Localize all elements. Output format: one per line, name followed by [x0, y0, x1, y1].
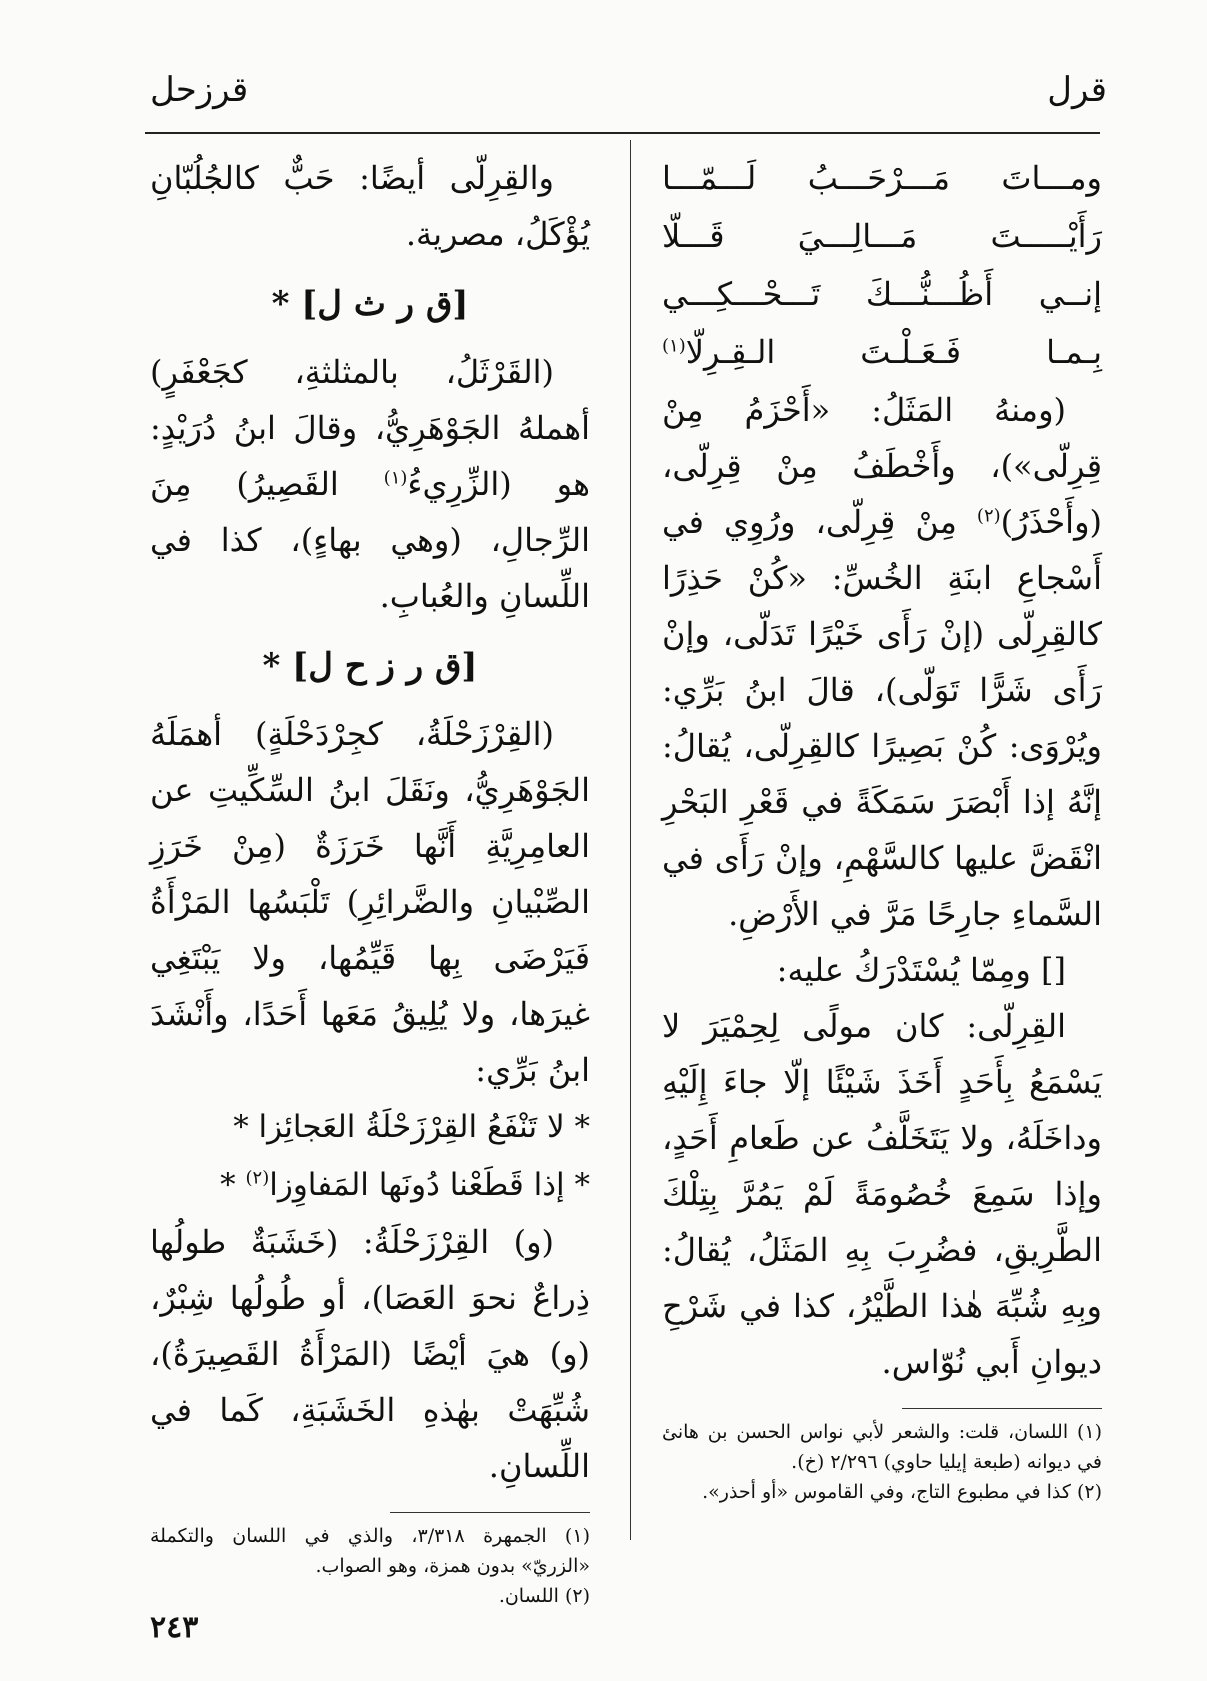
footnote: (١) الجمهرة ٣/٣١٨، والذي في اللسان والتكملة «الزريّ» بدون همزة، وهو الصواب. — [150, 1525, 590, 1577]
verse-segment: مَـــالِـــيَ — [797, 217, 918, 255]
poem-line: * لا تَنْفَعُ القِرْزَحْلَةُ العَجائِزا * — [233, 1109, 590, 1145]
section-heading: [ق ر ز ح ل] * — [262, 646, 478, 686]
body-paragraph: والقِرِلّى أيضًا: حَبٌّ كالجُلُبّانِ يُؤْكَلُ، مصرية. — [150, 159, 590, 253]
body-paragraph: [] ومِمّا يُسْتَدْرَكُ عليه: — [776, 951, 1066, 989]
verse-line — [662, 150, 1102, 208]
footnote-ref: (١) — [662, 335, 686, 357]
body-paragraph: (ومنهُ المَثَلُ: «أَحْزَمُ مِنْ قِرِلّى»)، وأَخْطَفُ مِنْ قِرِلّى، (وأَحْذَرُ)$^{(٢)}$ مِنْ قِرِلّى، ورُوِي في أَسْجاعِ ابنَةِ الخُسِّ: «كُنْ حَذِرًا كالقِرِلّى (إنْ رَأَى خَيْرًا تَدَلّى، وإنْ رَأَى شَرًّا تَوَلّى)، قالَ ابنُ بَرِّي: ويُرْوَى: كُنْ بَصِيرًا كالقِرِلّى، يُقالُ: إنَّهُ إذا أَبْصَرَ سَمَكَةً في قَعْرِ البَحْرِ انْقَضَّ عليها كالسَّهْمِ، وإنْ رَأَى في السَّماءِ جارِحًا مَرَّ في الأَرْضِ. — [662, 391, 1102, 933]
page-number: ٢٤٣ — [150, 1610, 199, 1645]
footnote-ref: (٢) — [976, 505, 1001, 527]
footnote: (٢) اللسان. — [498, 1585, 590, 1607]
poem-line: * إذا قَطَعْنا دُونَها المَفاوِزا$^{(٢)}$ * — [220, 1167, 590, 1203]
left-column — [150, 150, 590, 1611]
verse-segment: لَـــمّـــا — [662, 159, 757, 197]
right-column — [662, 150, 1102, 1507]
header-right-word: قرل — [1047, 70, 1107, 110]
verse-segment: ومـــاتَ — [1001, 159, 1102, 197]
footnote-rule — [902, 1408, 1102, 1409]
body-paragraph: القِرِلّى: كان مولًى لِحِمْيَرَ لا يَسْمَعُ بِأَحَدٍ أَخَذَ شَيْئًا إلّا جاءَ إِلَيْهِ وداخَلَهُ، ولا يَتَخَلَّفُ عن طَعامِ أَحَدٍ، وإذا سَمِعَ خُصُومَةً لَمْ يَمُرَّ بِتِلْكَ الطَّرِيقِ، فضُرِبَ بِهِ المَثَلُ، يُقالُ: وبِهِ شُبِّهَ هٰذا الطَّيْرُ، كذا في شَرْحِ ديوانِ أَبي نُوّاس. — [662, 1007, 1102, 1381]
body-paragraph: (القَرْثَلُ، بالمثلثةِ، كجَعْفَرٍ) أهملهُ الجَوْهَرِيُّ، وقالَ ابنُ دُرَيْدٍ: هو (الزِّرِيءُ$^{(١)}$ القَصِيرُ) مِنَ الرِّجالِ، (وهي بهاءٍ)، كذا في اللِّسانِ والعُبابِ. — [150, 353, 591, 615]
footnote: (٢) كذا في مطبوع التاج، وفي القاموس «أو أحذر». — [702, 1481, 1102, 1503]
header-rule — [145, 132, 1100, 134]
verse-segment: الـقِـرِلّا$^{(١)}$ — [662, 333, 776, 371]
footnote-ref: (١) — [383, 467, 408, 489]
footnote-rule — [390, 1512, 590, 1513]
verse-segment: مَـــرْحَـــبُ — [807, 159, 950, 197]
footnote: (١) اللسان، قلت: والشعر لأبي نواس الحسن بن هانئ في ديوانه (طبعة إيليا حاوي) ٢/٢٩٦ (خ). — [662, 1421, 1102, 1473]
verse-segment: تَـــحْـــكِـــي — [662, 275, 821, 313]
verse-segment: إنــي — [1038, 275, 1102, 313]
section-heading: [ق ر ث ل] * — [271, 284, 469, 324]
verse-segment: قَـــلّا — [662, 217, 725, 255]
header-left-word: قرزحل — [150, 70, 249, 110]
body-paragraph: (القِرْزَحْلَةُ، كجِرْدَحْلَةٍ) أهمَلَهُ الجَوْهَرِيُّ، ونَقَلَ ابنُ السِّكِّيتِ عن العامِرِيَّةِ أَنَّها خَرَزَةٌ (مِنْ خَرَزِ الصِّبْيانِ والضَّرائِرِ) تَلْبَسُها المَرْأَةُ فَيَرْضَى بِها قَيِّمُها، ولا يَبْتَغِي غيرَها، ولا يُلِيقُ مَعَها أَحَدًا، وأَنْشَدَ ابنُ بَرِّي: — [150, 715, 590, 1089]
verse-segment: أَظُـــنُّـــكَ — [865, 275, 994, 313]
verse-segment: رَأَيْـــــتَ — [990, 217, 1102, 255]
column-divider — [630, 140, 631, 1540]
verse-line — [662, 324, 1102, 382]
verse-line — [662, 208, 1102, 266]
verse-segment: فَـعَـلْـتَ — [860, 333, 962, 371]
footnotes — [662, 1417, 1102, 1507]
body-paragraph: (و) القِرْزَحْلَةُ: (خَشَبَةٌ طولُها ذِراعٌ نحوَ العَصَا)، أو طُولُها شِبْرٌ، (و) هيَ أيْضًا (المَرْأَةُ القَصِيرَةُ)، شُبِّهَتْ بهٰذهِ الخَشَبَةِ، كَما في اللِّسانِ. — [150, 1223, 590, 1485]
footnotes — [150, 1521, 590, 1611]
verse-line — [662, 266, 1102, 324]
footnote-ref: (٢) — [245, 1167, 270, 1189]
verse-segment: بِـمـا — [1046, 333, 1102, 371]
